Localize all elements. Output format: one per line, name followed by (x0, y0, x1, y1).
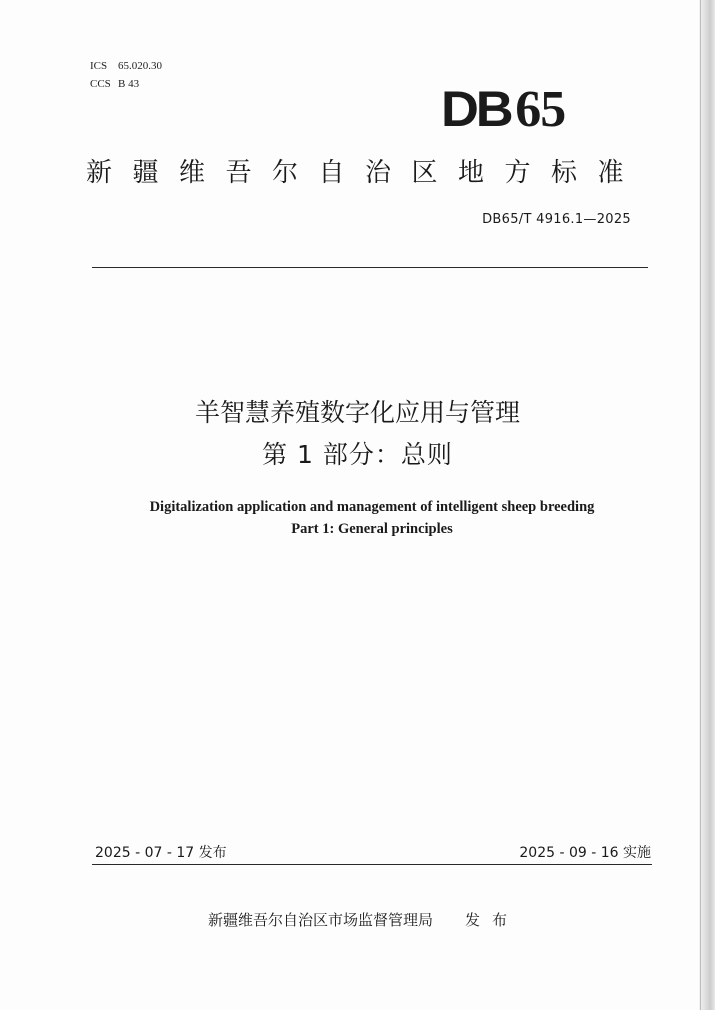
db-logo-letters: DB (441, 81, 511, 137)
issuer (208, 909, 519, 930)
ccs-code (90, 75, 162, 93)
english-title (0, 496, 715, 540)
english-title-line-2: Part 1: General principles (291, 521, 453, 537)
bottom-divider (92, 864, 652, 865)
release-date: 2025 - 07 - 17 发布 (95, 845, 227, 861)
db-logo (441, 81, 601, 138)
classification-codes (90, 57, 162, 93)
issuer-action: 发布 (465, 911, 520, 929)
top-divider (92, 267, 648, 268)
ics-code (90, 57, 162, 75)
chinese-title-line-1: 羊智慧养殖数字化应用与管理 (194, 398, 520, 427)
chinese-title-line-2: 第 1 部分：总则 (262, 440, 453, 469)
ics-label: ICS (90, 60, 108, 72)
standard-number: DB65/T 4916.1—2025 (482, 212, 631, 227)
implementation-date: 2025 - 09 - 16 实施 (519, 845, 651, 861)
chinese-title (0, 392, 715, 476)
standard-type-heading: 新疆维吾尔自治区地方标准 (86, 158, 645, 188)
db-logo-number: 65 (515, 81, 566, 138)
ccs-label: CCS (90, 78, 111, 90)
ics-value: 65.020.30 (118, 60, 162, 72)
issuer-name: 新疆维吾尔自治区市场监督管理局 (208, 911, 434, 929)
english-title-line-1: Digitalization application and management of intelligent sheep breeding (149, 499, 595, 515)
ccs-value: B 43 (118, 78, 140, 90)
